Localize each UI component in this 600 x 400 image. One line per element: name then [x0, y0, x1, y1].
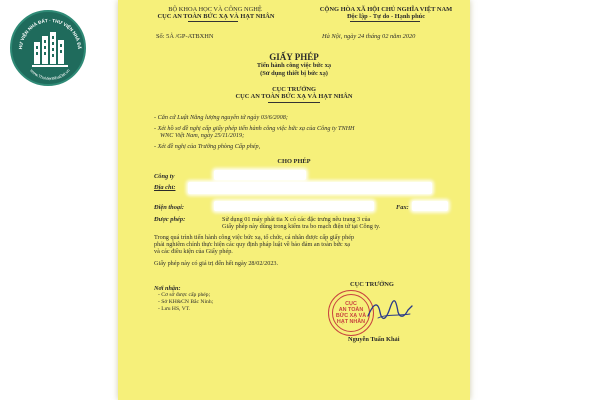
- ministry-name: BỘ KHOA HỌC VÀ CÔNG NGHỆ: [168, 6, 262, 13]
- seal-text-3: BỨC XẠ VÀ: [335, 313, 367, 319]
- obligation-line-3: và các điều kiện của Giấy phép.: [154, 248, 233, 255]
- permitted-content-1: Sử dụng 01 máy phát tia X có các đặc trưng nêu trang 3 của: [222, 216, 371, 223]
- validity-statement: Giấy phép này có giá trị đến hết ngày 28/02/2023.: [154, 260, 279, 267]
- address-redaction: [188, 182, 432, 194]
- company-label: Công ty: [154, 173, 175, 180]
- phone-redaction: [214, 201, 374, 211]
- building-logo-icon: [12, 12, 86, 86]
- company-redaction: [214, 170, 306, 180]
- issuing-authority-name: CỤC AN TOÀN BỨC XẠ VÀ HẠT NHÂN: [235, 93, 353, 100]
- legal-basis-2-cont: WNC Việt Nam, ngày 25/11/2019;: [160, 132, 245, 139]
- recipients-label: Nơi nhận:: [154, 285, 181, 292]
- signature-icon: [364, 298, 416, 324]
- legal-basis-1: - Căn cứ Luật Năng lượng nguyên tử ngày 03/6/2008;: [154, 114, 288, 121]
- permitted-content-2: Giấy phép này dùng trong kiểm tra bo mạch điện tử tại Công ty.: [222, 223, 381, 230]
- document-subtitle: Tiến hành công việc bức xạ: [256, 62, 332, 69]
- obligation-line-2: phải nghiêm chỉnh thực hiện các quy định pháp luật về bảo đảm an toàn bức xạ: [154, 241, 351, 248]
- agency-name: CỤC AN TOÀN BỨC XẠ VÀ HẠT NHÂN: [157, 13, 275, 20]
- watermark-logo: [10, 10, 86, 86]
- permit-heading: CHO PHÉP: [277, 158, 311, 165]
- fax-redaction: [412, 201, 448, 211]
- issuing-authority-title: CỤC TRƯỞNG: [272, 86, 316, 93]
- seal-text-1: CỤC: [345, 301, 357, 307]
- seal-text-2: AN TOÀN: [338, 307, 364, 313]
- watermark-text: HƯ VIỆN NHÀ ĐẤT · THƯ VIỆN NHÀ ĐẤ: [17, 18, 83, 50]
- recipient-item: - Sở KH&CN Bắc Ninh;: [158, 299, 214, 305]
- fax-label: Fax:: [396, 204, 409, 211]
- phone-label: Điện thoại:: [154, 204, 185, 211]
- document-title: GIẤY PHÉP: [269, 52, 319, 62]
- header-divider-right: [350, 21, 420, 22]
- document-number: Số: 5Ả /GP-ATBXHN: [156, 33, 214, 40]
- address-label: Địa chỉ:: [154, 184, 176, 191]
- seal-text-4: HẠT NHÂN: [336, 319, 366, 325]
- legal-basis-2: - Xét hồ sơ đề nghị cấp giấy phép tiến hành công việc bức xạ của Công ty TNHH: [154, 125, 355, 132]
- country-name: CỘNG HÒA XÃ HỘI CHỦ NGHĨA VIỆT NAM: [319, 6, 453, 13]
- title-divider: [268, 102, 320, 103]
- permitted-label: Được phép:: [154, 216, 186, 223]
- signer-title: CỤC TRƯỞNG: [350, 281, 394, 288]
- document-subtitle-paren: (Sử dụng thiết bị bức xạ): [260, 70, 328, 77]
- watermark-url: www.ThuVienNhaDat.vn: [29, 67, 71, 82]
- obligation-line-1: Trong quá trình tiến hành công việc bức xạ, tổ chức, cá nhân được cấp giấy phép: [154, 234, 355, 241]
- header-divider-left: [188, 21, 238, 22]
- permit-document: [118, 0, 470, 400]
- legal-basis-3: - Xét đề nghị của Trưởng phòng Cấp phép,: [154, 143, 261, 150]
- national-motto: Độc lập - Tự do - Hạnh phúc: [346, 13, 426, 20]
- place-date: Hà Nội, ngày 24 tháng 02 năm 2020: [322, 33, 416, 40]
- signer-name: Nguyễn Tuấn Khải: [348, 336, 400, 343]
- recipient-item: - Lưu HS, VT.: [158, 306, 191, 312]
- recipient-item: - Cơ sở được cấp phép;: [158, 292, 211, 298]
- svg-text:www.ThuVienNhaDat.vn: [29, 67, 71, 81]
